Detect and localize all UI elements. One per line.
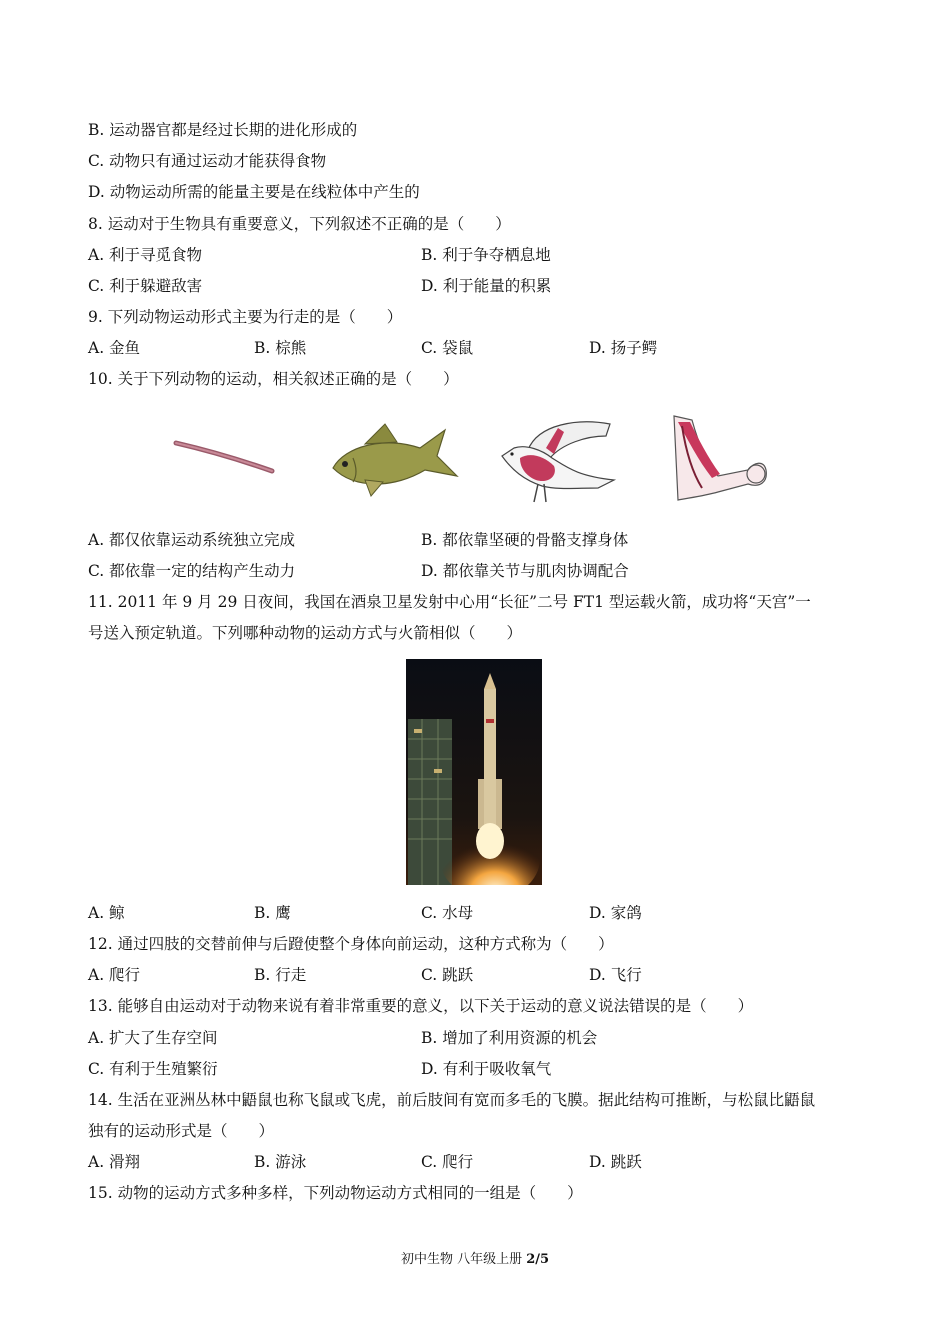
bird-anatomy-figure xyxy=(498,414,618,508)
q11-option-c: C. 水母 xyxy=(421,904,474,922)
q12-option-c: C. 跳跃 xyxy=(421,966,474,984)
q11-stem-line2: 号送入预定轨道。下列哪种动物的运动方式与火箭相似（ ） xyxy=(88,624,523,642)
q10-option-c: C. 都依靠一定的结构产生动力 xyxy=(88,562,296,580)
q14-option-d: D. 跳跃 xyxy=(589,1153,642,1171)
q9-stem: 9. 下列动物运动形式主要为行走的是（ ） xyxy=(88,308,403,326)
footer-course: 初中生物 八年级上册 xyxy=(400,1252,527,1267)
q9-option-d: D. 扬子鳄 xyxy=(589,339,658,357)
q13-stem: 13. 能够自由运动对于动物来说有着非常重要的意义，以下关于运动的意义说法错误的是（ ） xyxy=(88,997,754,1015)
q10-stem: 10. 关于下列动物的运动，相关叙述正确的是（ ） xyxy=(88,370,459,388)
q7-option-d: D. 动物运动所需的能量主要是在线粒体中产生的 xyxy=(88,183,420,201)
q8-stem: 8. 运动对于生物具有重要意义，下列叙述不正确的是（ ） xyxy=(88,215,511,233)
q14-option-a: A. 滑翔 xyxy=(88,1153,141,1171)
rocket-launch-photo xyxy=(406,659,542,885)
q13-option-a: A. 扩大了生存空间 xyxy=(88,1029,218,1047)
q13-option-b: B. 增加了利用资源的机会 xyxy=(421,1029,598,1047)
q14-option-c: C. 爬行 xyxy=(421,1153,474,1171)
q9-option-a: A. 金鱼 xyxy=(88,339,141,357)
fish-figure xyxy=(325,418,465,500)
q10-option-a: A. 都仅依靠运动系统独立完成 xyxy=(88,531,296,549)
q11-stem-line1: 11. 2011 年 9 月 29 日夜间，我国在酒泉卫星发射中心用“长征”二号 FT1 型运载火箭，成功将“天宫”一 xyxy=(88,593,811,611)
q14-stem-line2: 独有的运动形式是（ ） xyxy=(88,1122,275,1140)
q10-option-b: B. 都依靠坚硬的骨骼支撑身体 xyxy=(421,531,629,549)
q8-option-b: B. 利于争夺栖息地 xyxy=(421,246,551,264)
q8-option-a: A. 利于寻觅食物 xyxy=(88,246,203,264)
page-number: 2/5 xyxy=(526,1252,550,1267)
q14-option-b: B. 游泳 xyxy=(254,1153,307,1171)
q14-stem-line1: 14. 生活在亚洲丛林中鼯鼠也称飞鼠或飞虎，前后肢间有宽而多毛的飞膜。据此结构可推断，与松鼠比鼯鼠 xyxy=(88,1091,816,1109)
q12-stem: 12. 通过四肢的交替前伸与后蹬使整个身体向前运动，这种方式称为（ ） xyxy=(88,935,614,953)
q15-stem: 15. 动物的运动方式多种多样，下列动物运动方式相同的一组是（ ） xyxy=(88,1184,583,1202)
q12-option-b: B. 行走 xyxy=(254,966,307,984)
arm-muscle-figure xyxy=(668,412,772,504)
q11-option-d: D. 家鸽 xyxy=(589,904,642,922)
earthworm-figure xyxy=(172,435,280,480)
q12-option-d: D. 飞行 xyxy=(589,966,642,984)
q13-option-d: D. 有利于吸收氧气 xyxy=(421,1060,552,1078)
page-footer xyxy=(0,1248,950,1267)
q13-option-c: C. 有利于生殖繁衍 xyxy=(88,1060,218,1078)
q9-option-c: C. 袋鼠 xyxy=(421,339,474,357)
q8-option-d: D. 利于能量的积累 xyxy=(421,277,552,295)
q10-option-d: D. 都依靠关节与肌肉协调配合 xyxy=(421,562,629,580)
q7-option-b: B. 运动器官都是经过长期的进化形成的 xyxy=(88,121,358,139)
q11-option-b: B. 鹰 xyxy=(254,904,291,922)
q12-option-a: A. 爬行 xyxy=(88,966,141,984)
q11-option-a: A. 鲸 xyxy=(88,904,125,922)
q8-option-c: C. 利于躲避敌害 xyxy=(88,277,203,295)
q7-option-c: C. 动物只有通过运动才能获得食物 xyxy=(88,152,327,170)
q9-option-b: B. 棕熊 xyxy=(254,339,307,357)
